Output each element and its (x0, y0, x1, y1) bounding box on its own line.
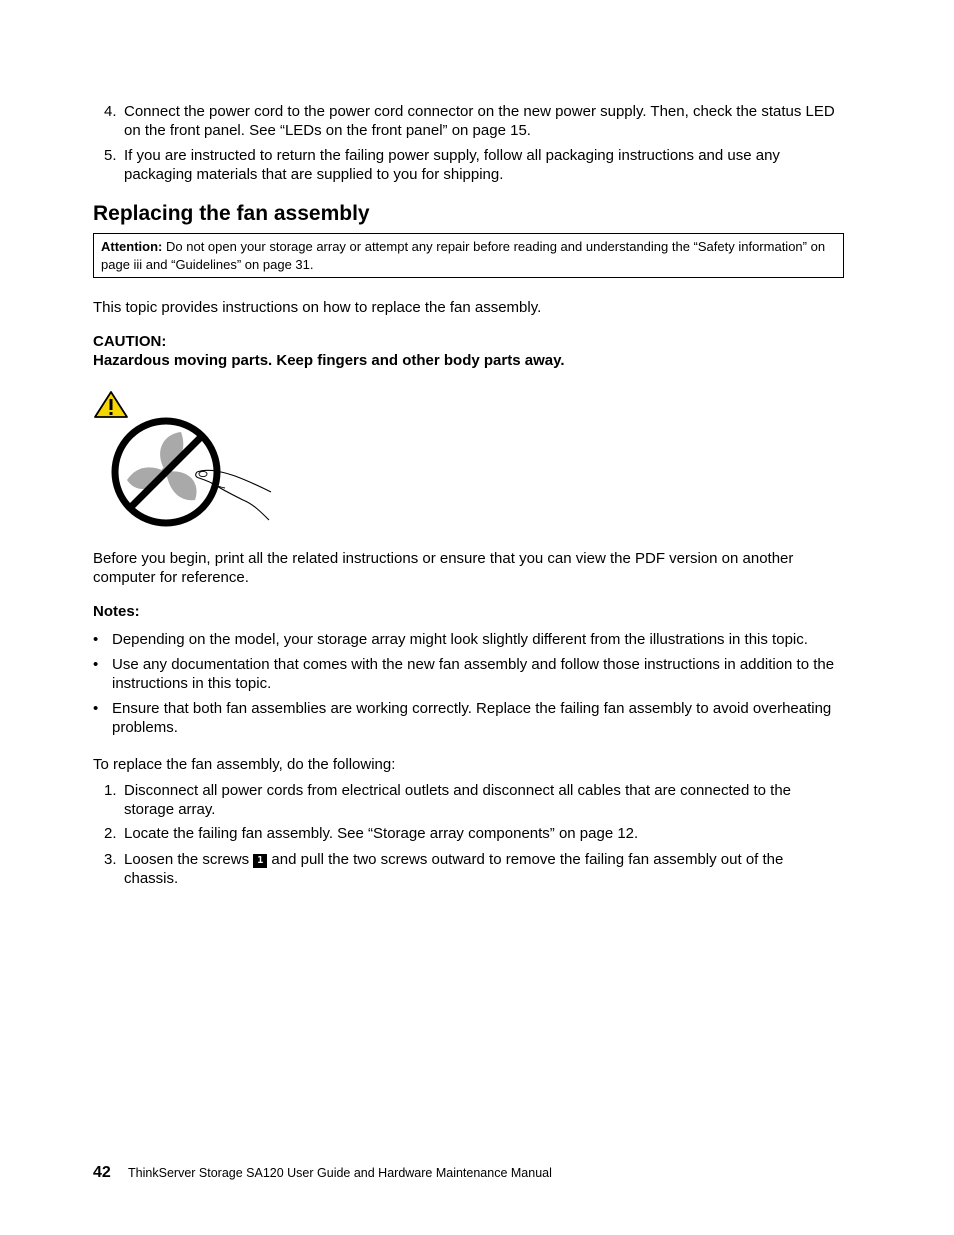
step-number: 2. (104, 825, 117, 842)
attention-text: Do not open your storage array or attempt any repair before reading and understanding the “Safety information” on page iii and “Guidelines” on page 31. (101, 239, 826, 272)
hazard-illustration (93, 388, 283, 538)
attention-box (93, 233, 844, 278)
hazard-svg (93, 388, 283, 533)
step-number: 3. (104, 851, 117, 868)
note-item (93, 699, 845, 737)
step-item (93, 781, 813, 819)
before-you-begin-paragraph: Before you begin, print all the related instructions or ensure that you can view the PDF version on another computer for reference. (93, 550, 794, 586)
procedure-intro: To replace the fan assembly, do the following: (93, 756, 396, 773)
page-footer (93, 1163, 552, 1183)
step-text: Disconnect all power cords from electrical outlets and disconnect all cables that are connected to the storage array. (124, 782, 792, 818)
no-fingers-fan-hazard-icon (115, 421, 271, 523)
step-text: If you are instructed to return the failing power supply, follow all packaging instructions and use any packaging materials that are supplied to you for shipping. (124, 147, 780, 183)
step-number: 5. (104, 147, 117, 164)
callout-badge: 1 (253, 854, 267, 868)
continued-steps-list (93, 102, 845, 184)
step-text: Connect the power cord to the power cord connector on the new power supply. Then, check the status LED on the front panel. See “LEDs on the front panel” on page 15. (124, 103, 835, 139)
bullet-icon: • (93, 700, 99, 717)
note-text: Use any documentation that comes with the new fan assembly and follow those instructions in addition to the instructions in this topic. (112, 656, 835, 692)
note-item (93, 655, 845, 693)
bullet-icon: • (93, 631, 99, 648)
intro-paragraph: This topic provides instructions on how to replace the fan assembly. (93, 299, 542, 316)
note-text: Depending on the model, your storage array might look slightly different from the illustrations in this topic. (112, 631, 808, 648)
notes-list (93, 630, 845, 743)
warning-triangle-icon (95, 392, 127, 417)
notes-label: Notes: (93, 603, 140, 620)
step-number: 4. (104, 103, 117, 120)
note-text: Ensure that both fan assemblies are working correctly. Replace the failing fan assembly to avoid overheating problems. (112, 700, 832, 736)
attention-label: Attention: (101, 239, 163, 254)
caution-text: Hazardous moving parts. Keep fingers and other body parts away. (93, 352, 565, 369)
caution-label: CAUTION: (93, 333, 167, 350)
section-title: Replacing the fan assembly (93, 202, 370, 225)
step-text-part: Loosen the screws (124, 851, 254, 868)
document-title: ThinkServer Storage SA120 User Guide and Hardware Maintenance Manual (128, 1166, 552, 1180)
step-item (93, 146, 845, 184)
note-item (93, 630, 845, 649)
step-text: Locate the failing fan assembly. See “Storage array components” on page 12. (124, 825, 639, 842)
procedure-steps-list (93, 781, 813, 888)
bullet-icon: • (93, 656, 99, 673)
step-number: 1. (104, 782, 117, 799)
step-item (93, 102, 845, 140)
step-text-part: and pull the two screws outward to remove the failing fan assembly out of the chassis. (124, 851, 784, 887)
step-item (93, 824, 813, 843)
step-item (93, 850, 813, 888)
page-number: 42 (93, 1164, 111, 1181)
